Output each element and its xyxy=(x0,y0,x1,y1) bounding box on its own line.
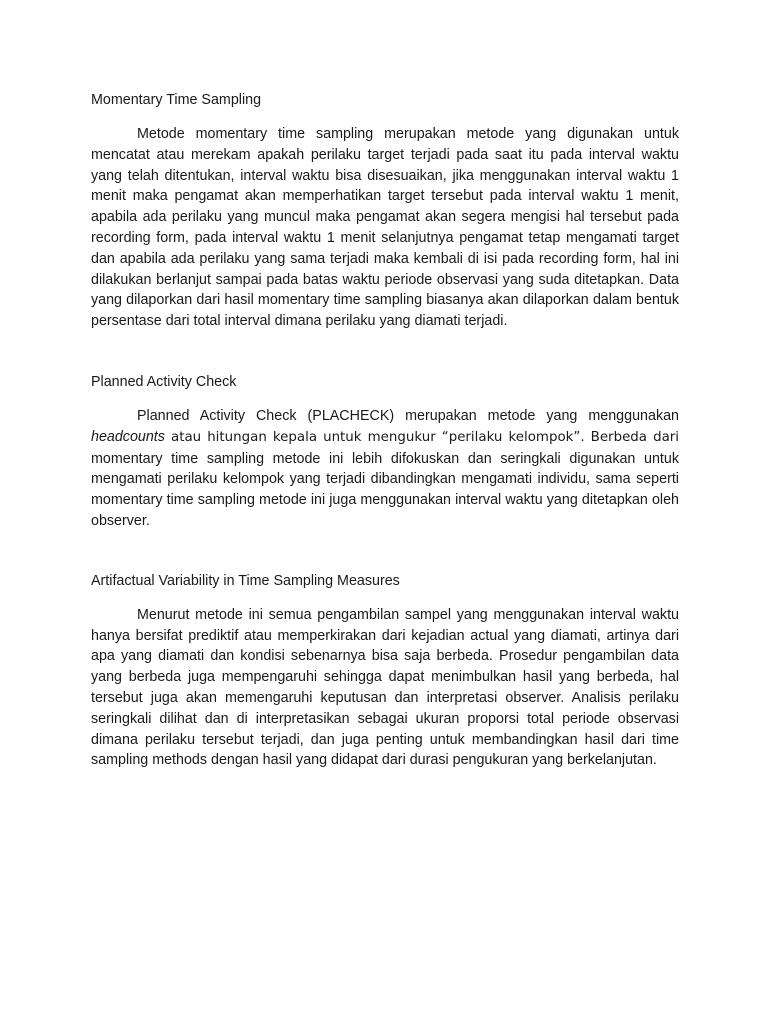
section-heading: Planned Activity Check xyxy=(91,373,237,390)
paragraph-text: momentary time sampling metode ini lebih difokuskan dan seringkali digunakan untuk mengamati perilaku kelompok yang terjadi dibandingkan mengamati individu, sama seperti momentary time sampling metode ini juga menggunakan interval waktu yang ditetapkan oleh observer. xyxy=(91,450,679,529)
section-artifactual-variability xyxy=(91,571,679,771)
section-heading: Artifactual Variability in Time Sampling Measures xyxy=(91,572,400,589)
section-momentary-time-sampling xyxy=(91,90,679,332)
paragraph-text: Planned Activity Check (PLACHECK) merupakan metode yang menggunakan xyxy=(137,407,679,424)
paragraph-text: atau hitungan kepala untuk mengukur “perilaku kelompok”. Berbeda dari xyxy=(164,429,679,445)
section-planned-activity-check xyxy=(91,372,679,532)
document-page xyxy=(91,90,679,771)
section-heading: Momentary Time Sampling xyxy=(91,92,262,108)
section-paragraph: Metode momentary time sampling merupakan metode yang digunakan untuk mencatat atau merekam apakah perilaku target terjadi pada saat itu pada interval waktu yang telah ditentukan, interval waktu bisa disesuaikan, jika menggunakan interval waktu 1 menit maka pengamat akan memperhatikan target tersebut pada interval waktu 1 menit, apabila ada perilaku yang muncul maka pengamat akan segera mengisi hal tersebut pada recording form, pada interval waktu 1 menit selanjutnya pengamat tetap mengamati target dan apabila ada perilaku yang sama terjadi maka kembali di isi pada recording form, hal ini dilakukan berlanjut sampai pada batas waktu periode observasi yang suda ditetapkan. Data yang dilaporkan dari hasil momentary time sampling biasanya akan dilaporkan dalam bentuk persentase dari total interval dimana perilaku yang diamati terjadi. xyxy=(91,126,679,330)
italic-term: headcounts xyxy=(91,428,165,445)
section-paragraph xyxy=(91,406,679,532)
section-paragraph: Menurut metode ini semua pengambilan sampel yang menggunakan interval waktu hanya bersifat prediktif atau memperkirakan dari kejadian actual yang diamati, artinya dari apa yang diamati dan kondisi sebenarnya bisa saja berbeda. Prosedur pengambilan data yang berbeda juga mempengaruhi sehingga dapat menimbulkan hasil yang berbeda, hal tersebut juga akan memengaruhi keputusan dan interpretasi observer. Analisis perilaku seringkali dilihat dan di interpretasikan sebagai ukuran proporsi total periode observasi dimana perilaku tersebut terjadi, dan juga penting untuk membandingkan hasil dari time sampling methods dengan hasil yang didapat dari durasi pengukuran yang berkelanjutan. xyxy=(91,606,679,769)
